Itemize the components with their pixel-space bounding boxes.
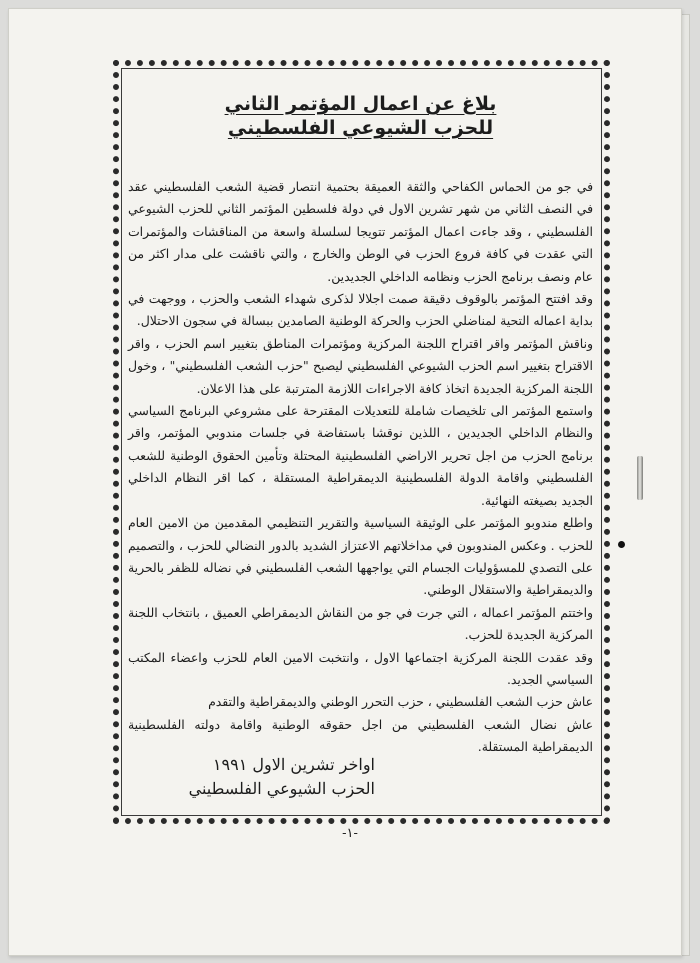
signature-party: الحزب الشيوعي الفلسطيني [188,779,375,798]
ink-speck [618,541,625,548]
paragraph-committee: وقد عقدت اللجنة المركزية اجتماعها الاول ، وانتخبت الامين العام للحزب واعضاء المكتب السياسي الجديد. [128,649,593,687]
slogan-1: عاش حزب الشعب الفلسطيني ، حزب التحرر الوطني والديمقراطية والتقدم [208,694,593,710]
signature-date: اواخر تشرين الاول ١٩٩١ [212,755,375,774]
slogan-2: عاش نضال الشعب الفلسطيني من اجل حقوقه الوطنية واقامة دولته الفلسطينية الديمقراطية المستقلة. [128,716,593,755]
signature-block [155,753,375,801]
title-line-1: بلاغ عن اعمال المؤتمر الثاني [224,93,497,115]
staple [637,456,643,500]
paragraph-intro: في جو من الحماس الكفاحي والثقة العميقة بحتمية انتصار قضية الشعب الفلسطيني عقد في النصف الثاني من شهر تشرين الاول في دولة فلسطين المؤتمر الثاني للحزب الشيوعي الفلسطيني ، وقد جاءت اعمال المؤتمر تتويجا لسلسلة واسعة من المناقشات والمؤتمرات التي عقدت في كافة فروع الحزب في الوطن والخارج ، والتي ناقشت على مدار اكثر من عام ونصف برنامج الحزب ونظامه الداخلي الجديدين. [128,179,593,284]
paragraph-program: واستمع المؤتمر الى تلخيصات شاملة للتعديلات المقترحة على مشروعي البرنامج السياسي والنظام الداخلي الجديدين ، اللذين نوقشا باستفاضة في جلسات مندوبي المؤتمر، واقر برنامج الحزب من اجل تحرير الاراضي الفلسطينية المحتلة وتأمين الحقوق الوطنية للشعب الفلسطيني واقامة الدولة الفلسطينية الديمقراطية المستقلة ، كما اقر النظام الداخلي الجديد بصيغته النهائية. [128,403,593,508]
paragraph-name-change: وناقش المؤتمر واقر اقتراح اللجنة المركزية ومؤتمرات المناطق بتغيير اسم الحزب ، واقر الاقتراح بتغيير اسم الحزب الشيوعي الفلسطيني ليصبح "حزب الشعب الفلسطيني" ، وخول اللجنة المركزية الجديدة اتخاذ كافة الاجراءات اللازمة المترتبة على هذا الاعلان. [128,335,593,396]
page-number: -١- [342,826,358,841]
paragraph-delegates: واطلع مندوبو المؤتمر على الوثيقة السياسية والتقرير التنظيمي المقدمين من الامين العام للحزب . وعكس المندوبون في مداخلاتهم الاعتزاز الشديد بالدور النضالي للحزب ، والتصميم على التصدي للمسؤوليات الجسام التي يواجهها الشعب الفلسطيني في نضاله للظفر بالحرية والديمقراطية والاستقلال الوطني. [128,515,593,598]
title-line-2: للحزب الشيوعي الفلسطيني [227,117,494,139]
paragraph-conclusion: واختتم المؤتمر اعماله ، التي جرت في جو من النقاش الديمقراطي العميق ، بانتخاب اللجنة المركزية الجديدة للحزب. [128,604,593,643]
paragraph-opening: وقد افتتح المؤتمر بالوقوف دقيقة صمت اجلالا لذكرى شهداء الشعب والحزب ، ووجهت في بداية اعماله التحية لمناضلي الحزب والحركة الوطنية الصامدين ببسالة في سجون الاحتلال. [128,291,593,329]
document-title [128,92,593,140]
document-body [128,92,593,759]
